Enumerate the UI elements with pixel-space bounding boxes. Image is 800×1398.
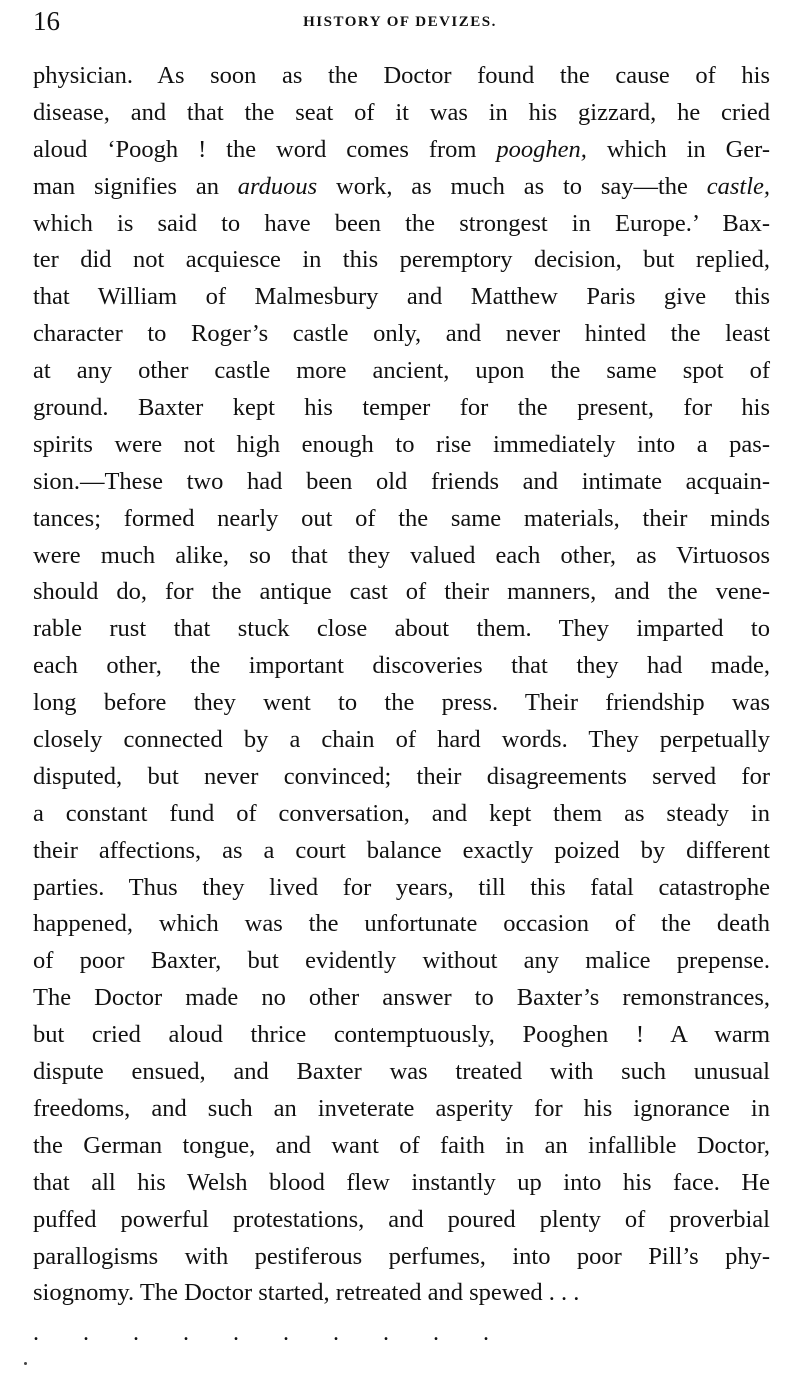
text-line: ground. Baxter kept his temper for the present, for his xyxy=(33,394,770,422)
text-line: closely connected by a chain of hard words. They perpetually xyxy=(33,726,770,754)
text-line: disease, and that the seat of it was in his gizzard, he cried xyxy=(33,98,770,126)
text-run: man signifies an xyxy=(33,172,238,200)
text-line: ter did not acquiesce in this peremptory decision, but replied, xyxy=(33,246,770,274)
text-line: a constant fund of conversation, and kept them as steady in xyxy=(33,799,770,827)
running-head xyxy=(33,4,768,38)
page-number: 16 xyxy=(33,6,60,36)
italic-term: pooghen, xyxy=(496,135,587,163)
text-run: aloud ‘Poogh ! the word comes from xyxy=(33,135,497,163)
text-line: rable rust that stuck close about them. They imparted to xyxy=(33,615,770,643)
print-speck xyxy=(24,1362,27,1365)
running-title: HISTORY OF DEVIZES. xyxy=(303,14,497,30)
text-line: puffed powerful protestations, and poured plenty of proverbial xyxy=(33,1205,770,1233)
text-line: sion.—These two had been old friends and intimate acquain- xyxy=(33,467,770,495)
ellipsis-line: . . . . . . . . . . xyxy=(33,1320,508,1346)
text-line: long before they went to the press. Their friendship was xyxy=(33,689,770,717)
text-line: character to Roger’s castle only, and never hinted the least xyxy=(33,320,770,348)
text-line: parties. Thus they lived for years, till this fatal catastrophe xyxy=(33,873,770,901)
text-line: should do, for the antique cast of their manners, and the vene- xyxy=(33,578,770,606)
text-line: physician. As soon as the Doctor found the cause of his xyxy=(33,62,770,89)
text-run: which in Ger- xyxy=(586,135,771,163)
text-run: work, as much as to say—the xyxy=(317,172,707,200)
body-paragraph xyxy=(33,58,770,1312)
text-line: their affections, as a court balance exactly poized by different xyxy=(33,836,770,864)
text-line: were much alike, so that they valued each other, as Virtuosos xyxy=(33,541,770,569)
italic-term: arduous xyxy=(237,172,318,200)
text-line: freedoms, and such an inveterate asperity for his ignorance in xyxy=(33,1094,770,1122)
text-line xyxy=(33,169,770,206)
text-line: spirits were not high enough to rise immediately into a pas- xyxy=(33,430,770,458)
text-line: tances; formed nearly out of the same materials, their minds xyxy=(33,504,770,532)
text-line: which is said to have been the strongest in Europe.’ Bax- xyxy=(33,209,770,237)
text-line: but cried aloud thrice contemptuously, Pooghen ! A warm xyxy=(33,1021,770,1049)
text-line: disputed, but never convinced; their disagreements served for xyxy=(33,762,770,790)
text-line: parallogisms with pestiferous perfumes, into poor Pill’s phy- xyxy=(33,1242,770,1270)
text-line: the German tongue, and want of faith in an infallible Doctor, xyxy=(33,1131,770,1159)
text-line: that all his Welsh blood flew instantly up into his face. He xyxy=(33,1168,770,1196)
text-line: happened, which was the unfortunate occasion of the death xyxy=(33,910,770,938)
text-line: at any other castle more ancient, upon the same spot of xyxy=(33,357,770,385)
text-line: each other, the important discoveries that they had made, xyxy=(33,652,770,680)
text-line: of poor Baxter, but evidently without any malice prepense. xyxy=(33,947,770,975)
text-line xyxy=(33,132,770,169)
text-line: siognomy. The Doctor started, retreated and spewed . . . xyxy=(33,1279,580,1307)
text-line: that William of Malmesbury and Matthew Paris give this xyxy=(33,283,770,311)
text-line: dispute ensued, and Baxter was treated with such unusual xyxy=(33,1058,770,1086)
text-line: The Doctor made no other answer to Baxter’s remonstrances, xyxy=(33,984,770,1012)
italic-term: castle, xyxy=(706,172,771,200)
